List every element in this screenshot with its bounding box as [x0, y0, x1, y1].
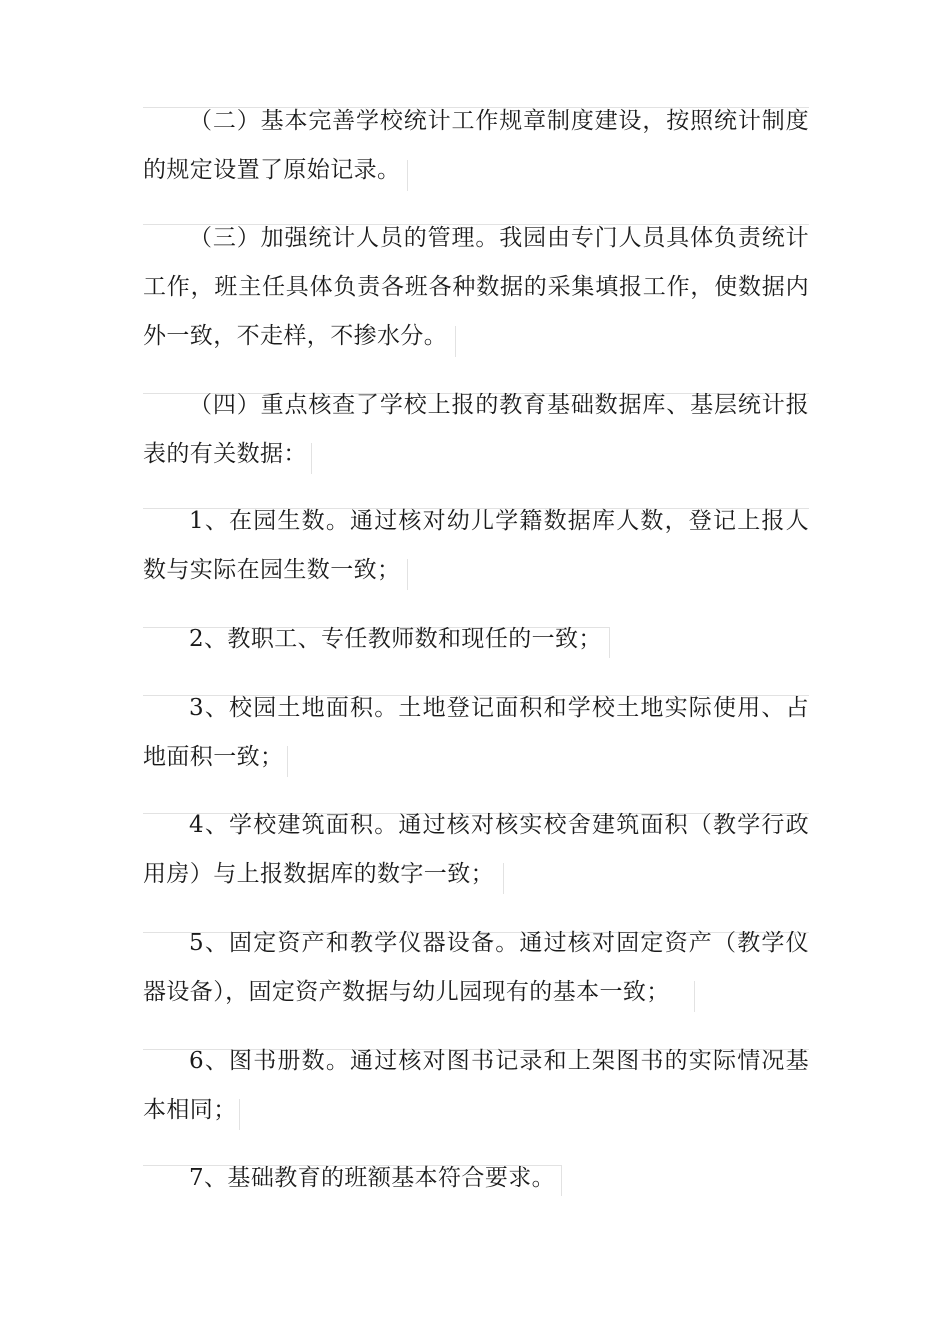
paragraph-2: （二）基本完善学校统计工作规章制度建设，按照统计制度的规定设置了原始记录。: [143, 108, 809, 183]
paragraph-3: （三）加强统计人员的管理。我园由专门人员具体负责统计工作，班主任具体负责各班各种数据的采集填报工作，使数据内外一致，不走样，不掺水分。: [143, 225, 809, 349]
list-item-2: 2、教职工、专任教师数和现任的一致；: [189, 626, 602, 652]
list-item-1: 1、在园生数。通过核对幼儿学籍数据库人数，登记上报人数与实际在园生数一致；: [143, 508, 809, 583]
list-item-5: 5、固定资产和教学仪器设备。通过核对固定资产（教学仪器设备），固定资产数据与幼儿园现有的基本一致；: [143, 930, 809, 1005]
list-item-7: 7、基础教育的班额基本符合要求。: [189, 1165, 556, 1191]
list-item-4: 4、学校建筑面积。通过核对核实校舍建筑面积（教学行政用房）与上报数据库的数字一致；: [143, 812, 809, 887]
list-item-6: 6、图书册数。通过核对图书记录和上架图书的实际情况基本相同；: [143, 1048, 809, 1123]
list-item-3: 3、校园土地面积。土地登记面积和学校土地实际使用、占地面积一致；: [143, 695, 809, 770]
paragraph-4: （四）重点核查了学校上报的教育基础数据库、基层统计报表的有关数据：: [143, 392, 809, 467]
